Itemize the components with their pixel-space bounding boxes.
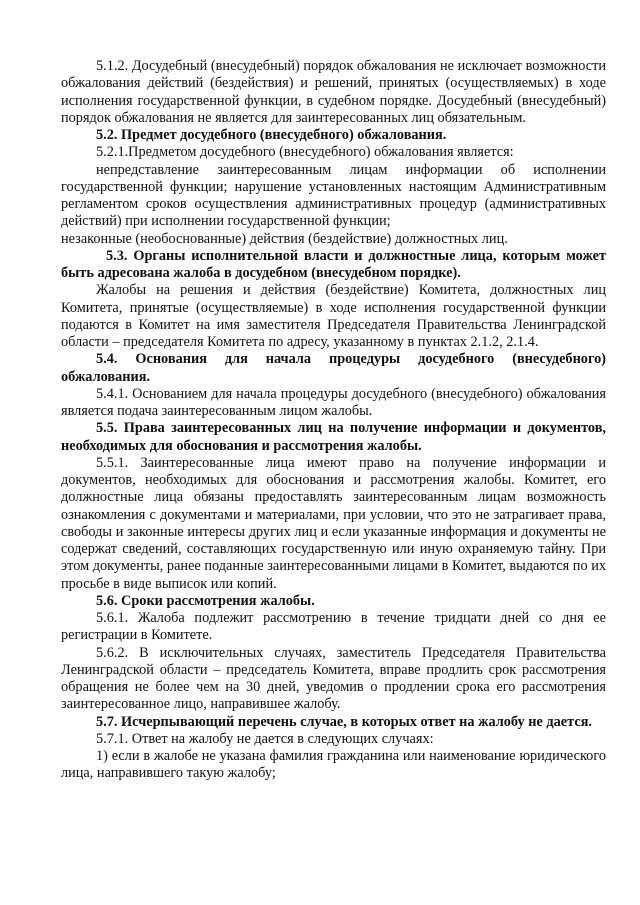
heading-5-7: 5.7. Исчерпывающий перечень случае, в которых ответ на жалобу не дается. — [96, 713, 592, 730]
heading-5-4: 5.4. Основания для начала процедуры досудебного (внесудебного) обжалования. — [61, 351, 606, 385]
paragraph-5-3: Жалобы на решения и действия (бездействие) Комитета, должностных лиц Комитета, принятые (осуществляемые) в ходе исполнения государственной функции подаются в Комитет на имя заместителя Председателя Правительства Ленинградской области – председателя Комитета по адресу, указанному в пунктах 2.1.2, 2.1.4. — [61, 282, 606, 350]
paragraph-5-4-1: 5.4.1. Основанием для начала процедуры досудебного (внесудебного) обжалования является подача заинтересованным лицом жалобы. — [61, 385, 606, 419]
paragraph-5-6-2: 5.6.2. В исключительных случаях, заместитель Председателя Правительства Ленинградской области – председатель Комитета, вправе продлить срок рассмотрения обращения не более чем на 30 дней, уведомив о продлении срока его рассмотрения заинтересованное лицо, направившее жалобу. — [61, 644, 606, 713]
paragraph-5-2-1-a: непредставление заинтересованным лицам информации об исполнении государственной функции; нарушение установленных настоящим Административным регламентом сроков осуществления административных процедур (административных действий) при исполнении государственной функции; — [61, 161, 606, 230]
paragraph-5-5-1: 5.5.1. Заинтересованные лица имеют право на получение информации и документов, необходимых для обоснования и рассмотрения жалобы. Комитет, его должностные лица обязаны предоставлять заинтересованным лицам возможность ознакомления с документами и материалами, при условии, что это не затрагивает права, свободы и законные интересы других лиц и если указанные информация и документы не содержат сведений, составляющих государственную или иную охраняемую тайну. При этом документы, ранее поданные заинтересованными лицами в Комитет, выдаются по их просьбе в виде выписок или копий. — [61, 454, 606, 592]
heading-5-6: 5.6. Сроки рассмотрения жалобы. — [96, 592, 315, 609]
paragraph-5-6-1: 5.6.1. Жалоба подлежит рассмотрению в течение тридцати дней со дня ее регистрации в Комитете. — [61, 610, 606, 644]
heading-5-3: 5.3. Органы исполнительной власти и должностные лица, которым может быть адресована жалоба в досудебном (внесудебном порядке). — [61, 247, 606, 281]
paragraph-5-1-2: 5.1.2. Досудебный (внесудебный) порядок обжалования не исключает возможности обжалования действий (бездействия) и решений, принятых (осуществляемых) в ходе исполнения государственной функции, в судебном порядке. Досудебный (внесудебный) порядок обжалования не является для заинтересованных лиц обязательным. — [61, 58, 606, 126]
paragraph-5-7-1: 5.7.1. Ответ на жалобу не дается в следующих случаях: — [96, 730, 434, 747]
heading-5-5: 5.5. Права заинтересованных лиц на получение информации и документов, необходимых для обоснования и рассмотрения жалобы. — [61, 420, 606, 454]
heading-5-2: 5.2. Предмет досудебного (внесудебного) обжалования. — [96, 127, 447, 143]
paragraph-5-2-1: 5.2.1.Предметом досудебного (внесудебного) обжалования является: — [96, 144, 514, 161]
paragraph-5-2-1-b: незаконные (необоснованные) действия (бездействие) должностных лиц. — [61, 230, 508, 247]
paragraph-5-7-1-item-1: 1) если в жалобе не указана фамилия гражданина или наименование юридического лица, направившего такую жалобу; — [61, 748, 606, 782]
